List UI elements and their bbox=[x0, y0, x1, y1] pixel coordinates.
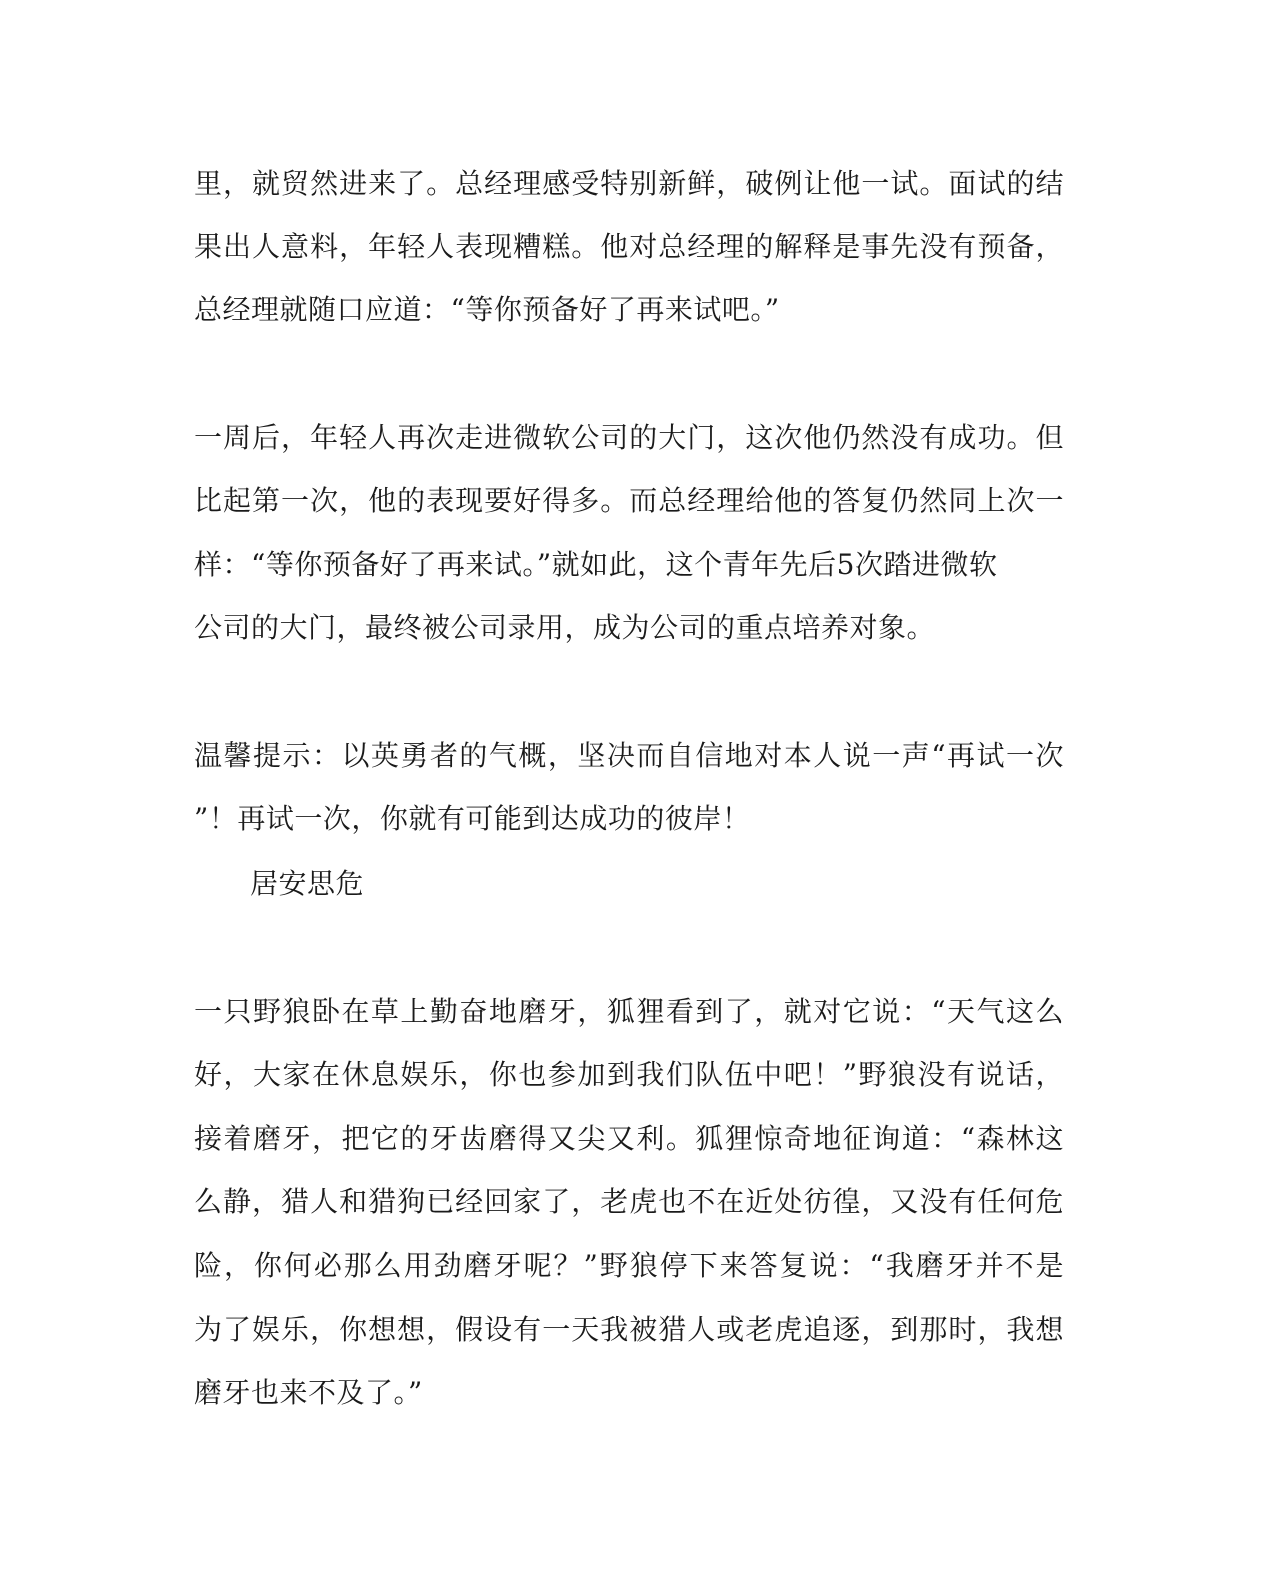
paragraph-2-line-1: 一周后，年轻人再次走进微软公司的大门，这次他仍然没有成功。但 bbox=[194, 421, 1064, 454]
paragraph-1-line-3: 总经理就随口应道：“等你预备好了再来试吧。” bbox=[194, 293, 780, 326]
paragraph-3-line-5: 险，你何必那么用劲磨牙呢？”野狼停下来答复说：“我磨牙并不是 bbox=[194, 1249, 1064, 1282]
paragraph-3-line-1: 一只野狼卧在草上勤奋地磨牙，狐狸看到了，就对它说：“天气这么 bbox=[194, 995, 1064, 1028]
paragraph-2-line-2: 比起第一次，他的表现要好得多。而总经理给他的答复仍然同上次一 bbox=[194, 484, 1064, 517]
tip-line-1: 温馨提示：以英勇者的气概，坚决而自信地对本人说一声“再试一次 bbox=[194, 739, 1064, 772]
paragraph-2-line-3: 样：“等你预备好了再来试。”就如此，这个青年先后5次踏进微软 bbox=[194, 548, 998, 581]
paragraph-3-line-4: 么静，猎人和猎狗已经回家了，老虎也不在近处彷徨，又没有任何危 bbox=[194, 1185, 1064, 1218]
paragraph-3-line-7: 磨牙也来不及了。” bbox=[194, 1376, 423, 1409]
paragraph-3-line-6: 为了娱乐，你想想，假设有一天我被猎人或老虎追逐，到那时，我想 bbox=[194, 1313, 1064, 1346]
paragraph-2-line-4: 公司的大门，最终被公司录用，成为公司的重点培养对象。 bbox=[194, 611, 936, 644]
tip-line-2: ”！再试一次，你就有可能到达成功的彼岸！ bbox=[194, 802, 751, 835]
story-title: 居安思危 bbox=[250, 867, 365, 900]
paragraph-1-line-1: 里，就贸然进来了。总经理感受特别新鲜，破例让他一试。面试的结 bbox=[194, 167, 1064, 200]
paragraph-3-line-2: 好，大家在休息娱乐，你也参加到我们队伍中吧！”野狼没有说话， bbox=[194, 1058, 1064, 1091]
paragraph-1-line-2: 果出人意料，年轻人表现糟糕。他对总经理的解释是事先没有预备， bbox=[194, 230, 1064, 263]
paragraph-3-line-3: 接着磨牙，把它的牙齿磨得又尖又利。狐狸惊奇地征询道：“森林这 bbox=[194, 1122, 1064, 1155]
